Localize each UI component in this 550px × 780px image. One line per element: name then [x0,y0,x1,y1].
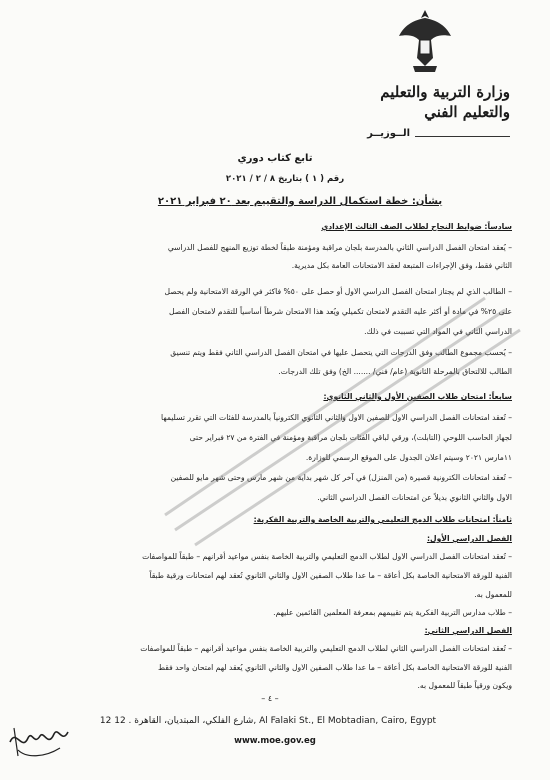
text-line: على ٢٥% في مادة أو أكثر عليه التقدم لامتحان تكميلي ويُعد هذا الامتحان شرطاً أساسياً للتقدم لامتحان الفصل [169,307,512,316]
term2-heading: الفصل الدراسي الثاني: [424,626,512,635]
section-heading-seventh: سابعاً: امتحان طلاب الصفين الأول والثاني الثانوي: [323,392,512,401]
minister-label: الــوزيــر [367,128,410,139]
footer-address: 12 شارع الفلكي، المبتديان، القاهرة . 12, Al Falaki St., El Mobtadian, Cairo, Egypt [99,716,437,726]
text-line: الاول والثاني الثانوي بديلاً عن امتحانات الفصل الدراسي الثاني. [317,493,512,502]
text-line: – تُعقد امتحانات الفصل الدراسي الاول لطلاب الدمج التعليمي والتربية الخاصة بنفس مواعيد أقرانهم – طبقاً للمواصفات [142,552,512,561]
text-line: الفنية للورقة الامتحانية الخاصة بكل أعاقة – ما عدا طلاب الصفين الاول والثاني الثانوي يُعقد لهم امتحان واحد فقط [158,663,512,672]
header-rule [415,136,510,137]
text-line: – يُحسب مجموع الطالب وفق الدرجات التي يتحصل عليها في امتحان الفصل الدراسي الثاني فقط ويتم تنسيق [170,348,512,357]
footer-website: www.moe.gov.eg [234,736,316,746]
text-line: ويكون ورقياً طبقاً للمعمول به. [417,681,512,690]
text-line: – الطالب الذي لم يجتاز امتحان الفصل الدراسي الاول أو حصل على ٥٠% فاكثر في الورقة الامتحانية ولم يحصل [164,287,512,296]
text-line: ١١مارس ٢٠٢١ وسيتم اعلان الجدول على الموقع الرسمي للوزارة. [305,453,512,462]
eagle-emblem-icon [395,6,455,76]
letter-number-line: رقم ( ١ ) بتاريخ ٨ / ٢ / ٢٠٢١ [225,174,345,184]
text-line: الثاني فقط، وفق الإجراءات المتبعة لعقد الامتحانات العامة بكل مديرية. [291,261,512,270]
page-number: – ٤ – [261,694,279,703]
text-line: الطالب للالتحاق بالمرحلة الثانوية (عام/ فني/ ....... الخ) وفق تلك الدرجات. [278,367,512,376]
ministry-name: وزارة التربية والتعليم والتعليم الفني [380,83,510,121]
text-line: – يُعقد امتحان الفصل الدراسي الثاني بالمدرسة بلجان مراقبة ومؤمنة طبقاً لخطة توزيع المنهج للفصل الدراسي [167,243,512,252]
text-line: – تُعقد امتحانات الفصل الدراسي الاول للصفين الاول والثاني الثانوي الكترونياً بالمدرسة للفئات التي تقرر تسليمها [161,413,512,422]
text-line: للمعمول به. [474,590,512,599]
signature-icon [4,708,74,768]
section-heading-sixth: سادساً: ضوابط النجاح لطلاب الصف الثالث الإعدادي [321,222,512,231]
section-heading-eighth: ثامناً: امتحانات طلاب الدمج التعليمي والتربية الخاصة والتربية الفكرية: [253,515,512,524]
text-line: الفنية للورقة الامتحانية الخاصة بكل أعاقة – ما عدا طلاب الصفين الاول والثاني الثانوي تُعقد لهم امتحانات ورقية طبقاً [149,571,512,580]
term1-heading: الفصل الدراسي الأول: [426,534,512,543]
text-line: – تُعقد امتحانات الفصل الدراسي الثاني لطلاب الدمج التعليمي والتربية الخاصة بنفس مواعيد أقرانهم – طبقاً للمواصفات [140,644,512,653]
text-line: – طلاب مدارس التربية الفكرية يتم تقييمهم بمعرفة المعلمين القائمين عليهم. [273,608,512,617]
text-line: لجهاز الحاسب اللوحي (التابلت)، ورقي لباقي الفئات بلجان مراقبة ومؤمنة في الفترة من ٢٧ فبراير حتى [189,433,512,442]
text-line: الدراسي الثاني في المواد التي تسببت في ذلك. [364,327,512,336]
text-line: – تُعقد امتحانات الكترونية قصيرة (من المنزل) في آخر كل شهر بداية من شهر مارس وحتى شهر مايو للصفين [170,473,512,482]
letter-subject: بشأن: خطة استكمال الدراسة والتقييم بعد ٢٠ فبراير ٢٠٢١ [157,196,443,207]
letter-title: تابع كتاب دوري [237,153,313,164]
